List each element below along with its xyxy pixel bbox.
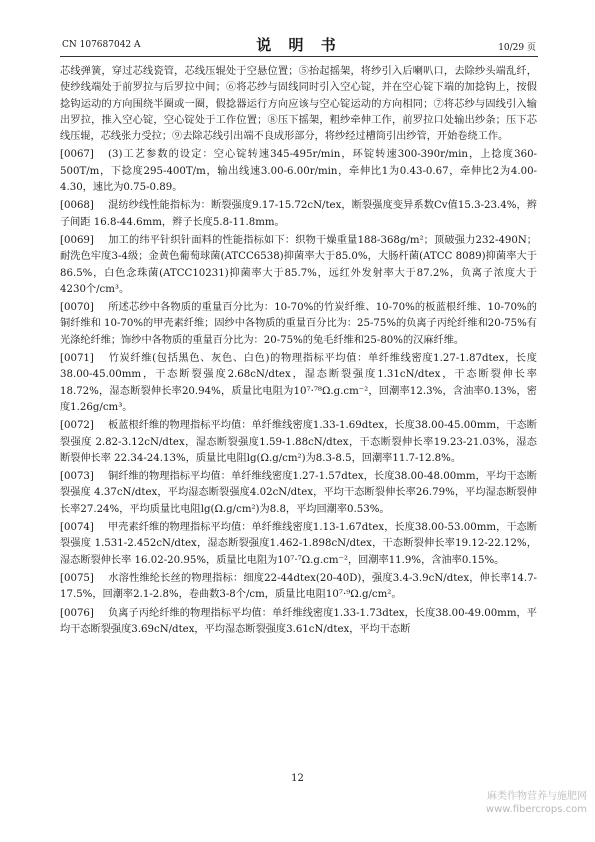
paragraph-text: 水溶性维纶长丝的物理指标：细度22-44dtex(20-40D)，强度3.4-3.9cN/dtex，伸长率14.7-17.5%，回潮率2.1-2.8%，卷曲数3-8个/cm，质量比电阻10⁷·⁹Ω.g/cm²。	[60, 572, 537, 601]
intro-paragraph: 芯线弹簧，穿过芯线瓷管，芯线压辊处于空悬位置；⑤抬起摇架，将纱引入后喇叭口，去除纱头端乱纤，使纱线端处于前罗拉与后罗拉中间；⑥将芯纱与固线同时引入空心锭，并在空心锭下端的加捻钩上，按假捻钩运动的方向围绕半圈或一圈，假捻器运行方向应该与空心锭运动的方向相同；⑦将芯纱与固线引入输出罗拉，推入空心锭，空心锭处于工作位置；⑧压下摇架，粗纱牵伸工作，前罗拉口处输出纱条；压下芯线压辊，芯线张力受拉；⑨去除芯线引出端不良成形部分，将纱经过槽筒引出纱管，开始卷绕工作。	[60, 66, 537, 143]
patent-number: CN 107687042 A	[62, 40, 141, 50]
numbered-paragraph	[60, 300, 537, 349]
numbered-paragraph	[60, 469, 537, 518]
paragraph-number: [0072]	[60, 420, 94, 432]
numbered-paragraph	[60, 233, 537, 298]
numbered-paragraph	[60, 606, 537, 639]
paragraph-number: [0074]	[60, 522, 94, 534]
numbered-paragraph	[60, 418, 537, 467]
paragraph-number: [0069]	[60, 234, 94, 246]
paragraph-text: 竹炭纤维(包括黑色、灰色、白色)的物理指标平均值：单纤维线密度1.27-1.87dtex，长度38.00-45.00mm，干态断裂强度2.68cN/dtex，湿态断裂强度1.31cN/dtex，干态断裂伸长率18.72%，湿态断裂伸长率20.94%，质量比电阻为10⁷·⁷⁸Ω.g.cm⁻²，回潮率12.3%，含油率0.13%，密度1.26g/cm³。	[60, 353, 537, 413]
watermark-title: 麻类作物营养与施肥网	[487, 791, 587, 802]
numbered-paragraph	[60, 147, 537, 196]
page-header	[60, 34, 538, 57]
numbered-paragraph	[60, 520, 537, 569]
paragraph-number: [0075]	[60, 572, 94, 584]
watermark-url: www.fibercrops.com	[485, 804, 587, 815]
paragraph-number: [0067]	[60, 149, 94, 161]
paragraph-text: 负离子丙纶纤维的物理指标平均值：单纤维线密度1.33-1.73dtex，长度38.00-49.00mm，平均干态断裂强度3.69cN/dtex，平均湿态断裂强度3.61cN/dtex，平均干态断	[60, 607, 537, 635]
paragraph-number: [0068]	[60, 200, 94, 212]
numbered-paragraph	[60, 198, 537, 231]
site-watermark	[486, 790, 587, 816]
numbered-paragraph	[60, 351, 537, 416]
paragraph-text: (3)工艺参数的设定：空心锭转速345-495r/min，环锭转速300-390r/min，上捻度360-500T/m，下捻度295-400T/m，输出线速3.00-6.00r/min，牵伸比1为0.43-0.67，牵伸比2为4.00-4.30，速比为0.75-0.89。	[60, 149, 537, 194]
paragraph-text: 加工的纬平针织针面料的性能指标如下：织物干燥重量188-368g/m²；顶破强力232-490N；耐洗色牢度3-4级；金黄色葡萄球菌(ATCC6538)抑菌率大于85.0%，大肠杆菌(ATCC 8089)抑菌率大于86.5%，白色念珠菌(ATCC10231)抑菌率大于85.7%，远红外发射率大于87.2%，负离子浓度大于4230个/cm³。	[60, 234, 537, 295]
page-indicator: 10/29 页	[498, 43, 536, 53]
document-title: 说 明 书	[256, 36, 342, 54]
document-body	[60, 64, 537, 640]
paragraph-text: 混纺纱线性能指标为：断裂强度9.17-15.72cN/tex，断裂强度变异系数Cv值15.3-23.4%，辫子间距 16.8-44.6mm，辫子长度5.8-11.8mm。	[60, 200, 537, 228]
page-number: 12	[291, 773, 304, 784]
paragraph-text: 板蓝根纤维的物理指标平均值：单纤维线密度1.33-1.69dtex，长度38.00-45.00mm，干态断裂强度 2.82-3.12cN/dtex，湿态断裂强度1.59-1.88cN/dtex，干态断裂伸长率19.23-21.03%，湿态断裂伸长率 22.34-24.13%，质量比电阻lg(Ω.g/cm²)为8.3-8.5，回潮率11.7-12.8%。	[60, 420, 537, 464]
paragraph-number: [0070]	[60, 302, 94, 314]
numbered-paragraph	[60, 571, 537, 604]
paragraph-number: [0071]	[60, 353, 94, 365]
paragraph-list	[60, 147, 537, 638]
paragraph-text: 铜纤维的物理指标平均值：单纤维线密度1.27-1.57dtex，长度38.00-48.00mm，平均干态断裂强度 4.37cN/dtex，平均湿态断裂强度4.02cN/dtex，平均干态断裂伸长率26.79%，平均湿态断裂伸长率27.24%，平均质量比电阻lg(Ω.g/cm²)为8.8，平均回潮率0.53%。	[60, 471, 537, 515]
paragraph-number: [0073]	[60, 471, 94, 483]
paragraph-number: [0076]	[60, 607, 94, 619]
paragraph-text: 甲壳素纤维的物理指标平均值：单纤维线密度1.13-1.67dtex，长度38.00-53.00mm，干态断裂强度 1.531-2.452cN/dtex，湿态断裂强度1.462-1.898cN/dtex，干态断裂伸长率19.12-22.12%，湿态断裂伸长率 16.02-20.95%，质量比电阻为10⁷·⁷Ω.g.cm⁻²，回潮率11.9%，含油率0.15%。	[60, 522, 537, 566]
paragraph-text: 所述芯纱中各物质的重量百分比为：10-70%的竹炭纤维、10-70%的板蓝根纤维、10-70%的铜纤维和 10-70%的甲壳素纤维；固纱中各物质的重量百分比为：25-75%的负离子丙纶纤维和20-75%有光涤纶纤维；饰纱中各物质的重量百分比为：20-75%的兔毛纤维和25-80%的汉麻纤维。	[60, 302, 537, 346]
